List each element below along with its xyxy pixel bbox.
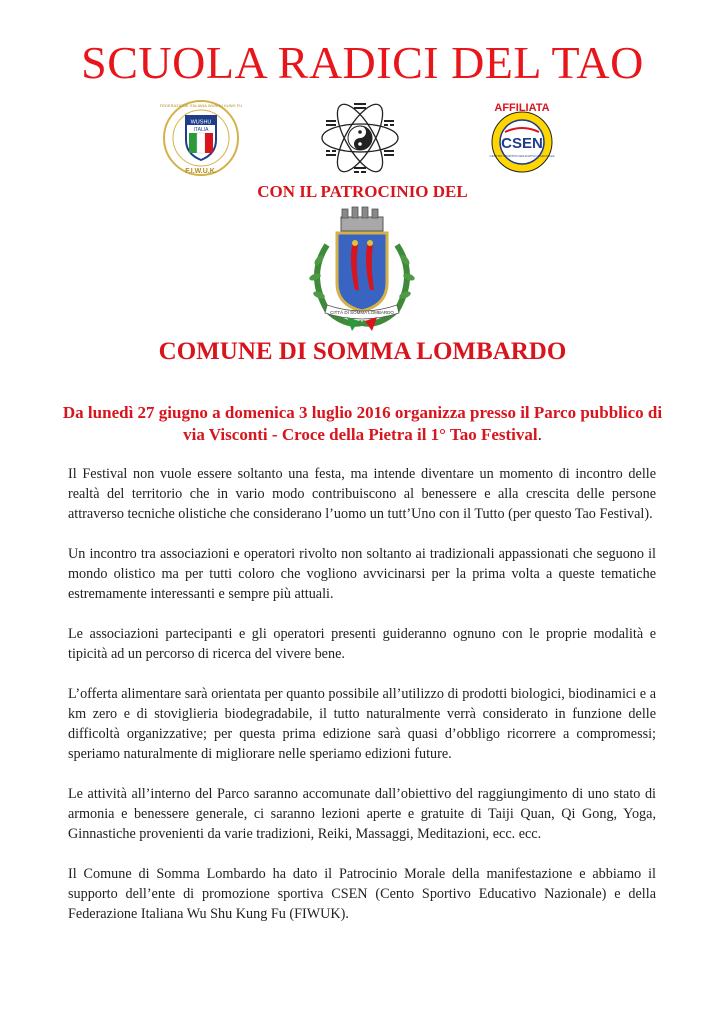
paragraph: Le associazioni partecipanti e gli operatori presenti guideranno ognuno con le proprie modalità e tipicità ad un percorso di ricerca del vivere bene. <box>68 626 656 662</box>
patronage-label: CON IL PATROCINIO DEL <box>257 182 468 201</box>
paragraph: Le attività all’interno del Parco saranno accomunate dall’obiettivo del raggiungimento di uno stato di armonia e benessere generale, ci saranno lezioni aperte e gratuite di Taiji Quan, Qi Gong, Yoga, Ginnastiche provenienti da varie tradizioni, Reiki, Massaggi, Meditazioni, ecc. ecc. <box>68 786 656 842</box>
logo-row <box>0 98 725 178</box>
fiwuk-ring-text: FEDERAZIONE ITALIANA WUSHU KUNG FU <box>160 103 242 108</box>
comune-heading: COMUNE DI SOMMA LOMBARDO <box>158 338 567 365</box>
paragraph: Un incontro tra associazioni e operatori rivolto non soltanto ai tradizionali appassionati che seguono il mondo olistico ma per tutti coloro che vogliono avvicinarsi per la prima volta a queste tematiche estremamente interessanti e sempre più attuali. <box>68 546 656 602</box>
csen-logo-icon <box>480 98 564 178</box>
announcement-end: . <box>537 425 542 444</box>
fiwuk-shield-mid: ITALIA <box>193 127 209 133</box>
paragraph: Il Festival non vuole essere soltanto una festa, ma intende diventare un momento di incontro delle realtà del territorio che in vario modo contribuiscono al benessere e alla crescita delle persone attraverso tecniche olistiche che considerano l’uomo un tutt’Uno con il Tutto (per questo Tao Festival). <box>68 466 656 522</box>
fiwuk-logo-icon <box>160 98 242 178</box>
fiwuk-shield-top: WUSHU <box>190 119 212 126</box>
body-text <box>68 464 656 944</box>
csen-center-text: CSEN <box>501 135 543 152</box>
paragraph: Il Comune di Somma Lombardo ha dato il Patrocinio Morale della manifestazione e abbiamo il supporto dell’ente di promozione sportiva CSEN (Cento Sportivo Educativo Nazionale) e della Federazione Italiana Wu Shu Kung Fu (FIWUK). <box>68 866 656 922</box>
comune-crest-icon <box>297 205 427 333</box>
paragraph: L’offerta alimentare sarà orientata per quanto possibile all’utilizzo di prodotti biologici, biodinamici e a km zero e di stoviglieria biodegradabile, il tutto naturalmente verrà considerato in funzione delle difficoltà organizzative; per questa prima edizione sarà quasi d’obbligo ricorrere a compromessi; speriamo naturalmente di migliorare nelle speriamo edizioni future. <box>68 686 656 762</box>
announcement-text: Da lunedì 27 giugno a domenica 3 luglio 2016 organizza presso il Parco pubblico di via Visconti - Croce della Pietra il 1° Tao Festival <box>62 403 663 444</box>
yin-yang-atom-icon <box>318 98 402 178</box>
announcement <box>60 402 665 446</box>
fiwuk-bottom-text: F.I.W.U.K. <box>185 168 217 175</box>
csen-sub-text: CENTRO SPORTIVO EDUCATIVO NAZIONALE <box>489 154 555 158</box>
page-title: SCUOLA RADICI DEL TAO <box>81 37 644 88</box>
crest-banner-text: CITTÀ DI SOMMA LOMBARDO <box>330 310 394 315</box>
csen-arc-text: AFFILIATA <box>494 102 550 114</box>
